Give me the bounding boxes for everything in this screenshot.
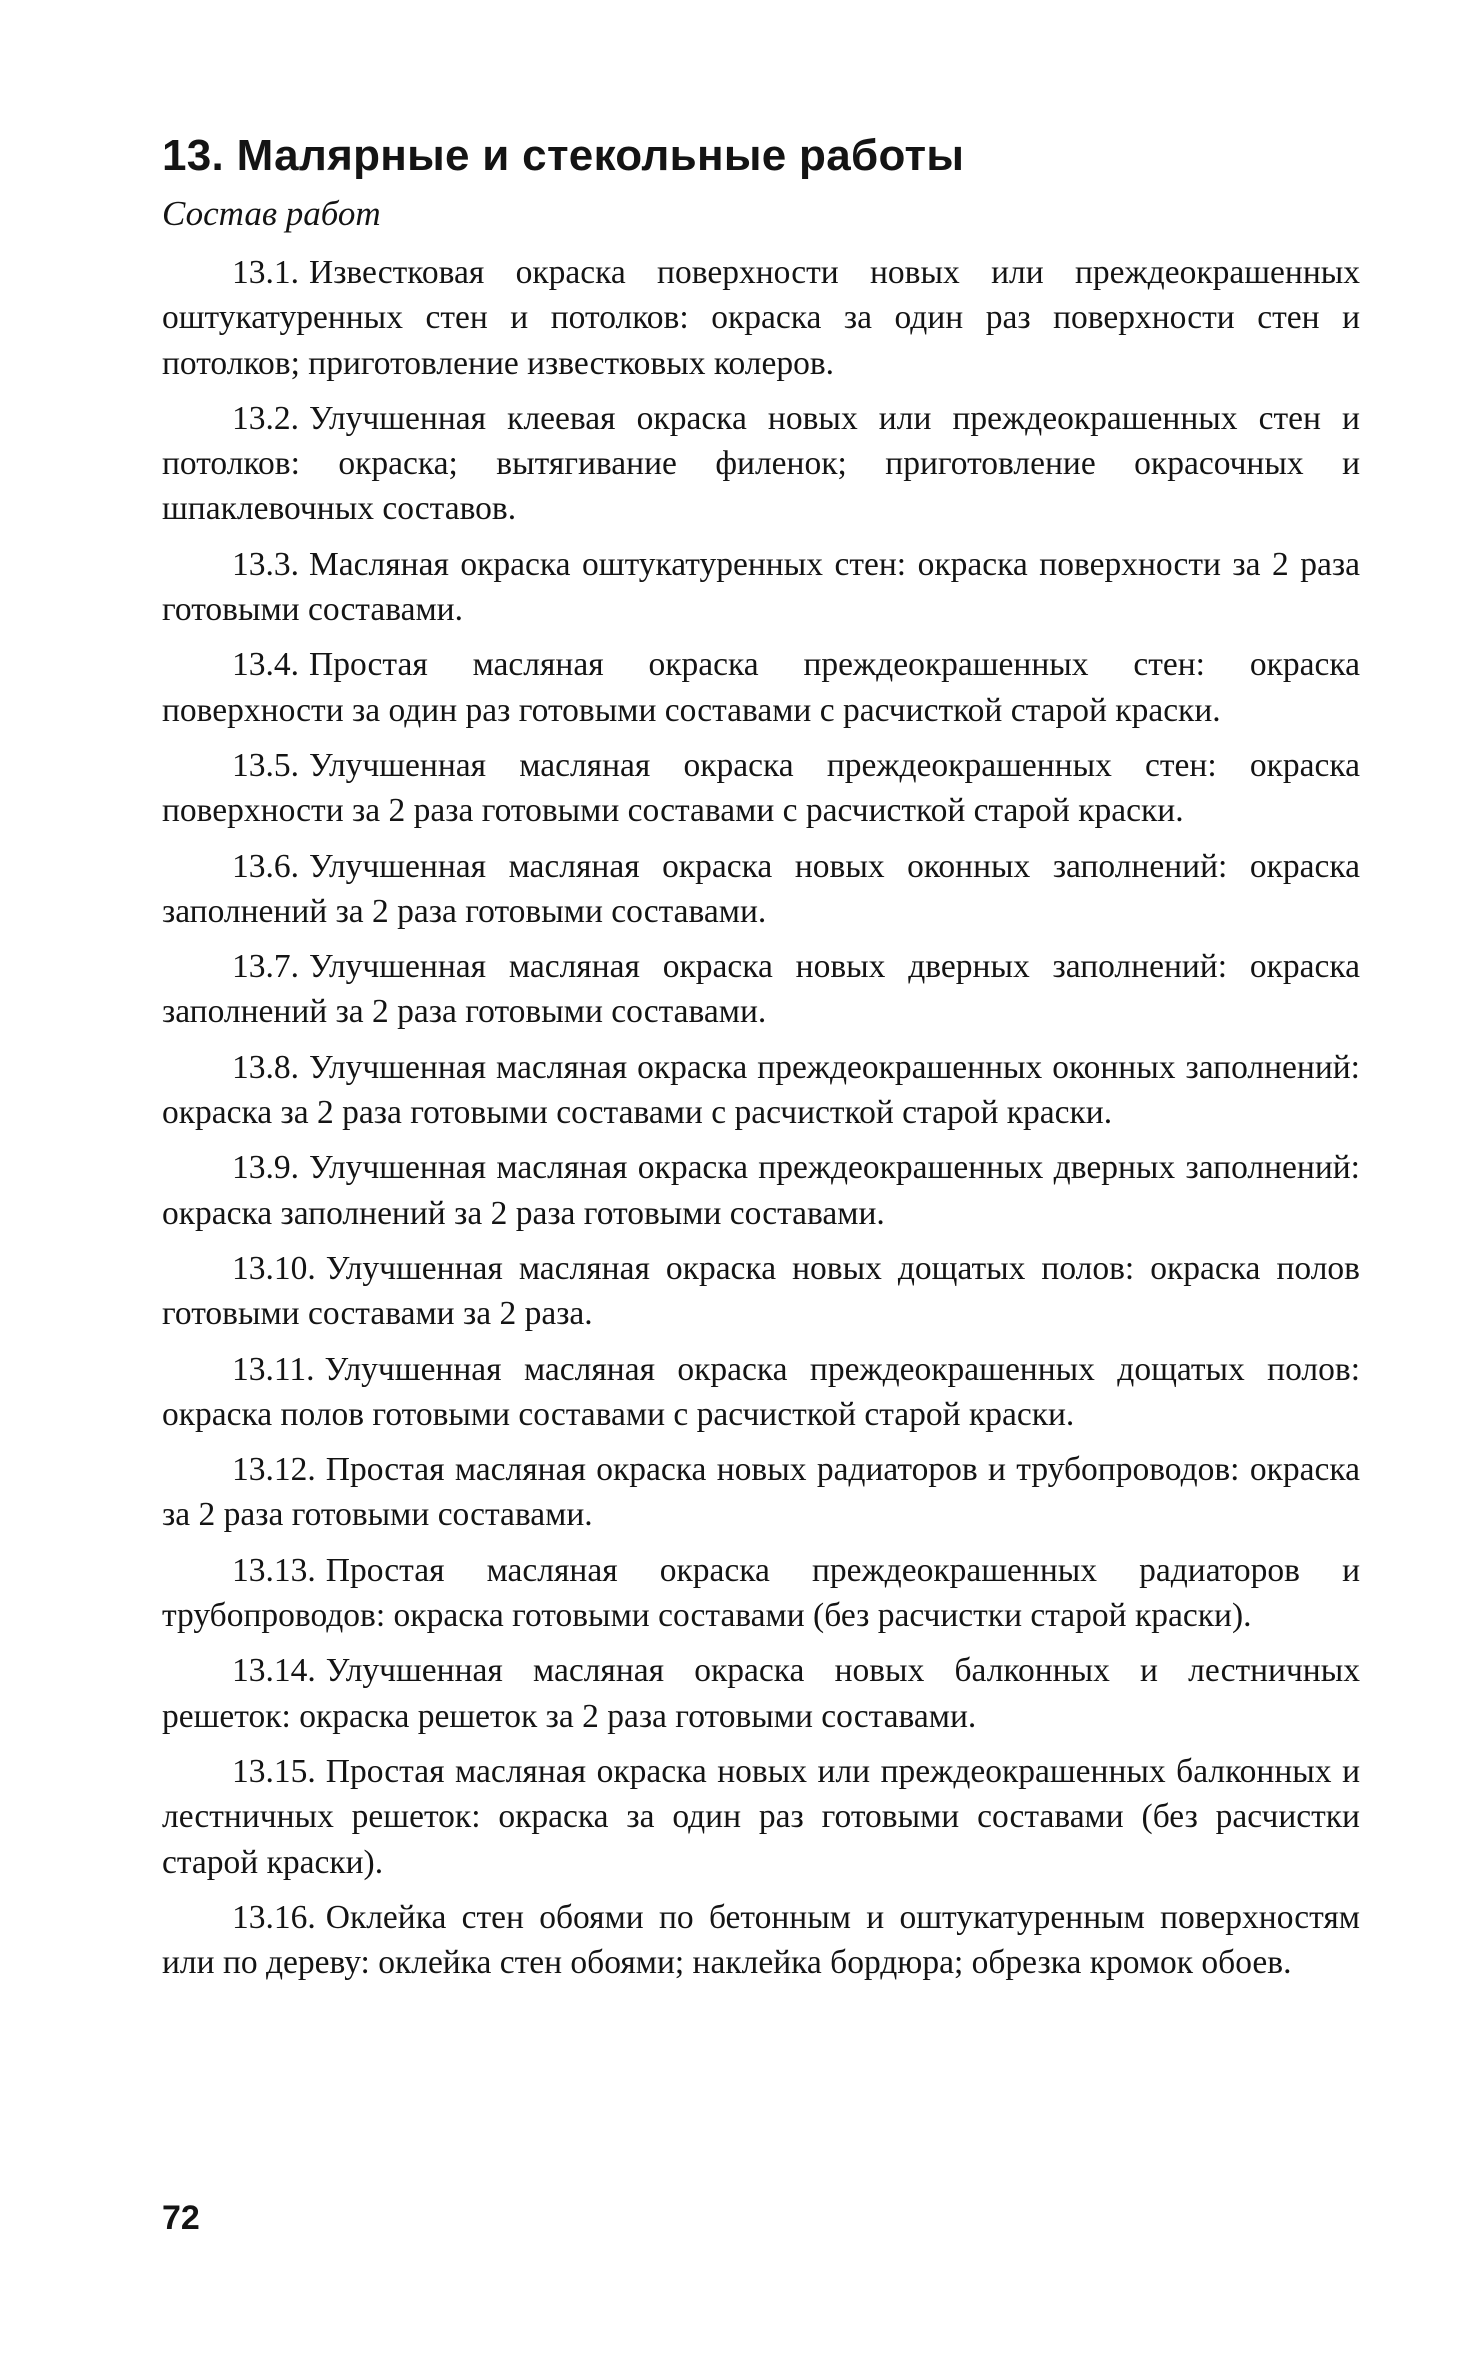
item-number: 13.11. xyxy=(232,1350,315,1388)
document-page xyxy=(162,128,1360,1995)
item-number: 13.8. xyxy=(232,1048,299,1086)
item-text: Улучшенная масляная окраска преждеокрашенных дверных заполнений: окраска заполнений за 2 раза готовыми составами. xyxy=(162,1149,1360,1232)
work-items-list xyxy=(162,250,1360,1985)
item-number: 13.10. xyxy=(232,1249,316,1287)
item-text: Простая масляная окраска новых или преждеокрашенных балконных и лестничных решеток: окраска за один раз готовыми составами (без расчистки старой краски). xyxy=(162,1752,1360,1881)
item-number: 13.6. xyxy=(232,847,299,885)
item-number: 13.2. xyxy=(232,399,299,437)
item-number: 13.9. xyxy=(232,1149,299,1187)
item-text: Улучшенная масляная окраска новых оконных заполнений: окраска заполнений за 2 раза готовыми составами. xyxy=(162,847,1360,930)
item-text: Масляная окраска оштукатуренных стен: окраска поверхности за 2 раза готовыми составами. xyxy=(162,545,1360,629)
work-item-13-2 xyxy=(162,396,1360,532)
item-number: 13.14. xyxy=(232,1652,316,1690)
item-text: Улучшенная клеевая окраска новых или преждеокрашенных стен и потолков: окраска; вытягивание филенок; приготовление окрасочных и шпаклевочных составов. xyxy=(162,399,1360,528)
item-number: 13.12. xyxy=(232,1451,316,1489)
section-title: 13. Малярные и стекольные работы xyxy=(162,131,965,180)
item-number: 13.3. xyxy=(232,545,299,583)
work-item-13-6 xyxy=(162,844,1360,935)
work-item-13-8 xyxy=(162,1045,1360,1136)
work-item-13-14 xyxy=(162,1648,1360,1739)
work-item-13-16 xyxy=(162,1895,1360,1986)
item-number: 13.16. xyxy=(232,1898,316,1936)
item-text: Улучшенная масляная окраска преждеокрашенных оконных заполнений: окраска за 2 раза готовыми составами с расчисткой старой краски. xyxy=(162,1048,1360,1132)
work-item-13-15 xyxy=(162,1749,1360,1885)
item-text: Простая масляная окраска преждеокрашенных стен: окраска поверхности за один раз готовыми составами с расчисткой старой краски. xyxy=(162,646,1360,729)
item-text: Улучшенная масляная окраска преждеокрашенных стен: окраска поверхности за 2 раза готовыми составами с расчисткой старой краски. xyxy=(162,746,1360,830)
work-item-13-9 xyxy=(162,1145,1360,1236)
item-text: Известковая окраска поверхности новых или преждеокрашенных оштукатуренных стен и потолков: окраска за один раз поверхности стен и потолков; приготовление известковых колеров. xyxy=(162,254,1360,382)
work-item-13-7 xyxy=(162,944,1360,1035)
item-number: 13.13. xyxy=(232,1551,316,1589)
work-item-13-3 xyxy=(162,542,1360,633)
item-text: Улучшенная масляная окраска новых дощатых полов: окраска полов готовыми составами за 2 раза. xyxy=(162,1249,1360,1333)
item-text: Улучшенная масляная окраска новых дверных заполнений: окраска заполнений за 2 раза готовыми составами. xyxy=(162,948,1360,1031)
work-item-13-13 xyxy=(162,1548,1360,1639)
work-item-13-10 xyxy=(162,1246,1360,1337)
item-number: 13.15. xyxy=(232,1752,316,1790)
work-item-13-4 xyxy=(162,642,1360,733)
item-text: Оклейка стен обоями по бетонным и оштукатуренным поверхностям или по дереву: оклейка стен обоями; наклейка бордюра; обрезка кромок обоев. xyxy=(162,1898,1360,1982)
work-item-13-1 xyxy=(162,250,1360,386)
section-subtitle: Состав работ xyxy=(162,194,381,233)
item-text: Улучшенная масляная окраска преждеокрашенных дощатых полов: окраска полов готовыми составами с расчисткой старой краски. xyxy=(162,1350,1360,1433)
work-item-13-11 xyxy=(162,1347,1360,1438)
item-text: Улучшенная масляная окраска новых балконных и лестничных решеток: окраска решеток за 2 раза готовыми составами. xyxy=(162,1652,1360,1735)
item-number: 13.5. xyxy=(232,746,299,784)
page-number: 72 xyxy=(162,2199,200,2237)
work-item-13-12 xyxy=(162,1447,1360,1538)
item-text: Простая масляная окраска новых радиаторов и трубопроводов: окраска за 2 раза готовыми составами. xyxy=(162,1451,1360,1534)
item-text: Простая масляная окраска преждеокрашенных радиаторов и трубопроводов: окраска готовыми составами (без расчистки старой краски). xyxy=(162,1551,1360,1635)
item-number: 13.1. xyxy=(232,254,299,291)
item-number: 13.4. xyxy=(232,646,299,684)
item-number: 13.7. xyxy=(232,948,299,986)
work-item-13-5 xyxy=(162,743,1360,834)
